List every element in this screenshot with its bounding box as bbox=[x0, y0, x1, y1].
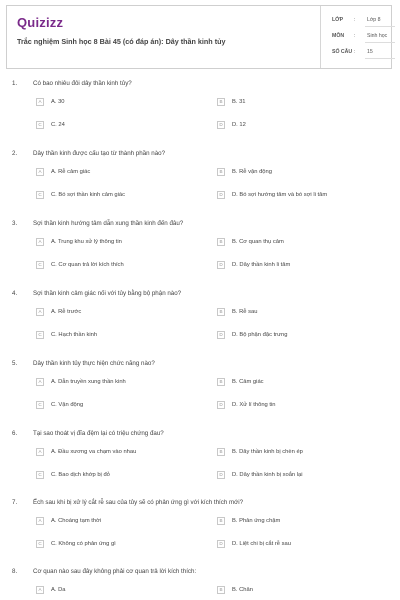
question-text: Sợi thần kinh cảm giác nối với tủy bằng bộ phận nào? bbox=[33, 290, 182, 297]
option-text: C. Cơ quan trả lời kích thích bbox=[51, 262, 124, 268]
question-5 bbox=[0, 360, 400, 426]
option-box[interactable]: A bbox=[36, 517, 44, 525]
option-d[interactable] bbox=[217, 191, 387, 201]
meta-subject-value: Sinh học bbox=[367, 33, 388, 39]
option-text: A. Trung khu xử lý thông tin bbox=[51, 239, 122, 245]
question-text: Tại sao thoát vị đĩa đệm lại có triệu chứng đau? bbox=[33, 430, 164, 437]
question-text: Sợi thần kinh hướng tâm dẫn xung thần kinh đến đâu? bbox=[33, 220, 184, 227]
option-text: D. Xử lí thông tin bbox=[232, 402, 276, 408]
question-text: Ếch sau khi bị xử lý cắt rễ sau của tủy sẽ có phản ứng gì với kích thích mới? bbox=[33, 499, 244, 506]
meta-class-label: LỚP bbox=[332, 17, 344, 23]
question-text: Dây thần kinh tủy thực hiện chức năng nào? bbox=[33, 360, 155, 367]
option-text: D. Liệt chi bị cắt rễ sau bbox=[232, 541, 291, 547]
question-number: 8. bbox=[12, 568, 18, 575]
option-text: D. Dây thần kinh bị xoắn lại bbox=[232, 472, 303, 478]
option-text: B. Rễ vận động bbox=[232, 169, 272, 175]
option-box[interactable]: B bbox=[217, 238, 225, 246]
option-a[interactable] bbox=[36, 378, 206, 388]
option-box[interactable]: B bbox=[217, 517, 225, 525]
option-box[interactable]: C bbox=[36, 261, 44, 269]
option-box[interactable]: D bbox=[217, 261, 225, 269]
option-text: C. Không có phản ứng gì bbox=[51, 541, 116, 547]
option-a[interactable] bbox=[36, 448, 206, 458]
meta-class-colon: : bbox=[354, 17, 356, 23]
option-a[interactable] bbox=[36, 238, 206, 248]
header-card bbox=[6, 5, 392, 69]
option-box[interactable]: B bbox=[217, 448, 225, 456]
option-text: B. Dây thần kinh bị chèn ép bbox=[232, 449, 303, 455]
header-divider bbox=[320, 6, 321, 68]
option-c[interactable] bbox=[36, 191, 206, 201]
option-c[interactable] bbox=[36, 540, 206, 550]
option-text: A. Rễ cảm giác bbox=[51, 169, 91, 175]
option-b[interactable] bbox=[217, 517, 387, 527]
option-box[interactable]: C bbox=[36, 121, 44, 129]
option-box[interactable]: A bbox=[36, 98, 44, 106]
option-text: B. Cơ quan thụ cảm bbox=[232, 239, 284, 245]
meta-class-value: Lớp 8 bbox=[367, 17, 381, 23]
question-text: Dây thần kinh được cấu tạo từ thành phần nào? bbox=[33, 150, 166, 157]
question-8 bbox=[0, 568, 400, 600]
option-text: A. Rễ trước bbox=[51, 309, 82, 315]
question-2 bbox=[0, 150, 400, 216]
meta-subject-label: MÔN bbox=[332, 33, 345, 39]
option-box[interactable]: B bbox=[217, 98, 225, 106]
option-box[interactable]: C bbox=[36, 471, 44, 479]
option-box[interactable]: C bbox=[36, 401, 44, 409]
meta-count-colon: : bbox=[354, 49, 356, 55]
meta-count-value: 15 bbox=[367, 49, 373, 55]
question-6 bbox=[0, 430, 400, 496]
question-text: Có bao nhiêu đôi dây thần kinh tủy? bbox=[33, 80, 132, 87]
option-text: A. Dẫn truyền xung thần kinh bbox=[51, 379, 126, 385]
option-box[interactable]: C bbox=[36, 331, 44, 339]
option-d[interactable] bbox=[217, 121, 387, 131]
option-text: D. Bó sợi hướng tâm và bó sợi li tâm bbox=[232, 192, 328, 198]
option-box[interactable]: C bbox=[36, 540, 44, 548]
option-box[interactable]: D bbox=[217, 191, 225, 199]
option-text: B. Cảm giác bbox=[232, 379, 264, 385]
option-a[interactable] bbox=[36, 168, 206, 178]
question-1 bbox=[0, 80, 400, 146]
question-number: 1. bbox=[12, 80, 18, 87]
option-c[interactable] bbox=[36, 401, 206, 411]
document-title: Trắc nghiệm Sinh học 8 Bài 45 (có đáp án): Dây thần kinh tủy bbox=[17, 37, 226, 46]
option-d[interactable] bbox=[217, 261, 387, 271]
option-text: C. Bó sợi thần kinh cảm giác bbox=[51, 192, 126, 198]
meta-count bbox=[332, 49, 392, 65]
option-text: A. Đầu xương va chạm vào nhau bbox=[51, 449, 137, 455]
option-text: B. 31 bbox=[232, 99, 246, 105]
option-text: C. Vận động bbox=[51, 402, 84, 408]
option-box[interactable]: A bbox=[36, 586, 44, 594]
meta-subject-colon: : bbox=[354, 33, 356, 39]
option-box[interactable]: A bbox=[36, 378, 44, 386]
quizizz-logo: Quizizz bbox=[17, 15, 64, 30]
option-c[interactable] bbox=[36, 331, 206, 341]
meta-subject-underline bbox=[365, 42, 395, 43]
question-4 bbox=[0, 290, 400, 356]
question-3 bbox=[0, 220, 400, 286]
option-c[interactable] bbox=[36, 261, 206, 271]
option-box[interactable]: D bbox=[217, 121, 225, 129]
option-b[interactable] bbox=[217, 586, 387, 596]
meta-class-underline bbox=[365, 26, 395, 27]
option-box[interactable]: A bbox=[36, 448, 44, 456]
option-text: B. Rễ sau bbox=[232, 309, 258, 315]
option-a[interactable] bbox=[36, 586, 206, 596]
option-text: B. Chân bbox=[232, 587, 253, 593]
option-box[interactable]: D bbox=[217, 331, 225, 339]
option-d[interactable] bbox=[217, 540, 387, 550]
option-box[interactable]: D bbox=[217, 471, 225, 479]
option-box[interactable]: D bbox=[217, 540, 225, 548]
meta-count-underline bbox=[365, 58, 395, 59]
option-b[interactable] bbox=[217, 308, 387, 318]
option-a[interactable] bbox=[36, 308, 206, 318]
option-box[interactable]: C bbox=[36, 191, 44, 199]
option-text: D. Bộ phận đặc trưng bbox=[232, 332, 288, 338]
option-box[interactable]: D bbox=[217, 401, 225, 409]
option-text: A. Da bbox=[51, 587, 66, 593]
question-number: 4. bbox=[12, 290, 18, 297]
option-text: B. Phản ứng chậm bbox=[232, 518, 281, 524]
option-b[interactable] bbox=[217, 238, 387, 248]
meta-count-label: SỐ CÂU bbox=[332, 49, 353, 55]
option-d[interactable] bbox=[217, 331, 387, 341]
option-a[interactable] bbox=[36, 98, 206, 108]
question-number: 3. bbox=[12, 220, 18, 227]
question-number: 7. bbox=[12, 499, 18, 506]
option-box[interactable]: B bbox=[217, 308, 225, 316]
question-number: 5. bbox=[12, 360, 18, 367]
question-number: 2. bbox=[12, 150, 18, 157]
option-text: C. 24 bbox=[51, 122, 65, 128]
option-box[interactable]: B bbox=[217, 378, 225, 386]
meta-class bbox=[332, 17, 392, 33]
option-b[interactable] bbox=[217, 98, 387, 108]
question-number: 6. bbox=[12, 430, 18, 437]
option-text: C. Bao dịch khớp bị đỏ bbox=[51, 472, 110, 478]
meta-subject bbox=[332, 33, 392, 49]
option-box[interactable]: A bbox=[36, 238, 44, 246]
option-d[interactable] bbox=[217, 401, 387, 411]
option-text: D. 12 bbox=[232, 122, 246, 128]
option-box[interactable]: B bbox=[217, 586, 225, 594]
option-text: C. Hạch thần kinh bbox=[51, 332, 98, 338]
option-b[interactable] bbox=[217, 378, 387, 388]
option-box[interactable]: A bbox=[36, 308, 44, 316]
option-text: D. Dây thần kinh li tâm bbox=[232, 262, 291, 268]
option-b[interactable] bbox=[217, 448, 387, 458]
option-c[interactable] bbox=[36, 471, 206, 481]
option-a[interactable] bbox=[36, 517, 206, 527]
question-text: Cơ quan nào sau đây không phải cơ quan trả lời kích thích: bbox=[33, 568, 197, 575]
option-box[interactable]: B bbox=[217, 168, 225, 176]
option-d[interactable] bbox=[217, 471, 387, 481]
option-box[interactable]: A bbox=[36, 168, 44, 176]
option-c[interactable] bbox=[36, 121, 206, 131]
option-b[interactable] bbox=[217, 168, 387, 178]
option-text: A. Choáng tạm thời bbox=[51, 518, 102, 524]
question-7 bbox=[0, 499, 400, 565]
option-text: A. 30 bbox=[51, 99, 65, 105]
